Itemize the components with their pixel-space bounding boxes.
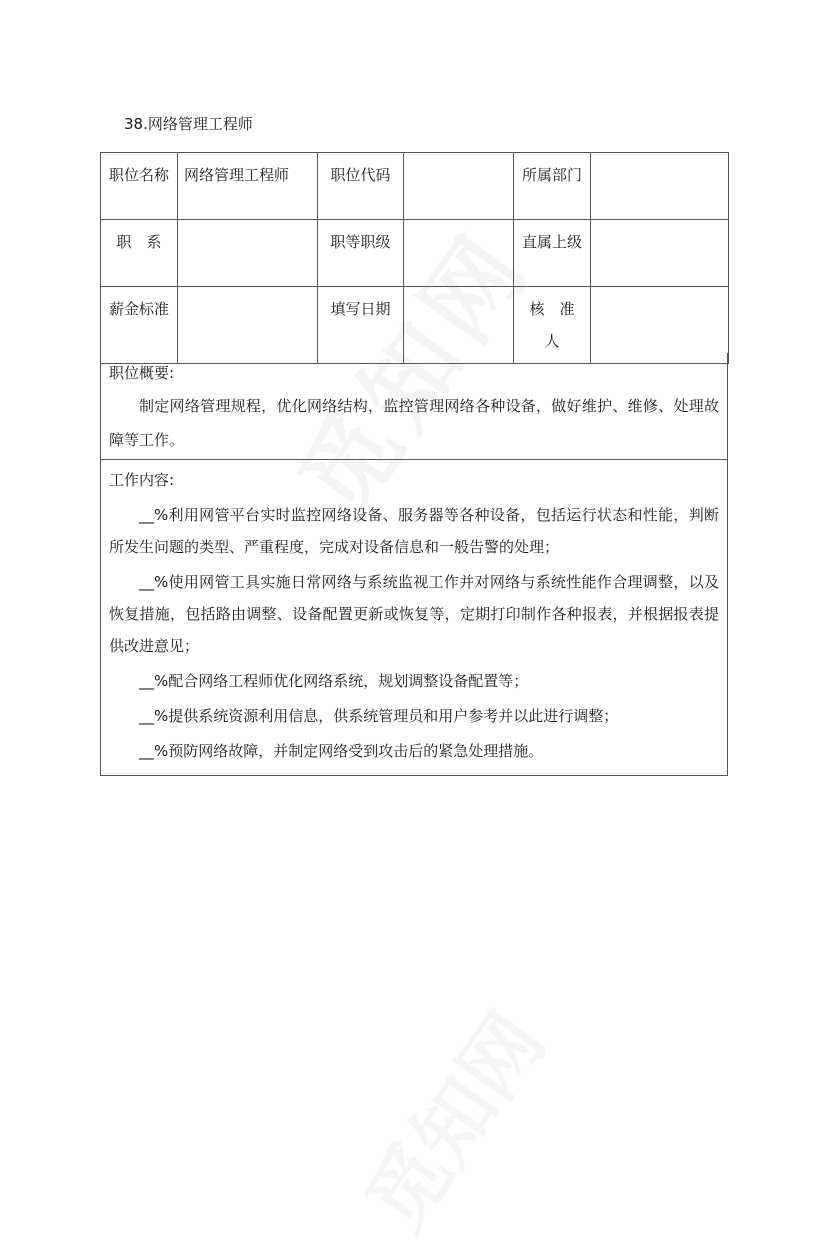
label-job-code: 职位代码 (318, 153, 404, 220)
value-job-family[interactable] (178, 220, 318, 287)
value-approver[interactable] (591, 287, 729, 364)
job-summary-section (100, 353, 728, 460)
value-fill-date[interactable] (404, 287, 514, 364)
table-row (101, 220, 729, 287)
label-department: 所属部门 (514, 153, 591, 220)
document-title: 38.网络管理工程师 (124, 115, 253, 133)
table-row (101, 153, 729, 220)
duty-item: __%利用网管平台实时监控网络设备、服务器等各种设备，包括运行状态和性能，判断所发生问题的类型、严重程度，完成对设备信息和一般告警的处理； (109, 506, 719, 556)
value-job-code[interactable] (404, 153, 514, 220)
value-grade-level[interactable] (404, 220, 514, 287)
label-job-family: 职 系 (101, 220, 178, 287)
work-content-heading: 工作内容: (109, 471, 175, 489)
label-fill-date: 填写日期 (318, 287, 404, 364)
duty-item: __%预防网络故障，并制定网络受到攻击后的紧急处理措施。 (139, 742, 544, 760)
job-info-table (100, 152, 729, 364)
label-direct-supervisor: 直属上级 (514, 220, 591, 287)
value-department[interactable] (591, 153, 729, 220)
label-grade-level: 职等职级 (318, 220, 404, 287)
label-approver: 核 准 人 (514, 287, 591, 364)
duty-item: __%使用网管工具实施日常网络与系统监视工作并对网络与系统性能作合理调整，以及恢复措施，包括路由调整、设备配置更新或恢复等，定期打印制作各种报表，并根据报表提供改进意见； (109, 573, 719, 655)
table-row (101, 287, 729, 364)
work-content-section (100, 459, 728, 776)
watermark-bottom (334, 986, 566, 1249)
label-job-title: 职位名称 (101, 153, 178, 220)
job-summary-heading: 职位概要: (109, 364, 175, 382)
job-summary-text: 制定网络管理规程，优化网络结构，监控管理网络各种设备，做好维护、维修、处理故障等工作。 (109, 397, 719, 449)
duty-item: __%配合网络工程师优化网络系统，规划调整设备配置等； (139, 672, 529, 690)
value-direct-supervisor[interactable] (591, 220, 729, 287)
label-salary-standard: 薪金标准 (101, 287, 178, 364)
duty-item: __%提供系统资源利用信息，供系统管理员和用户参考并以此进行调整； (139, 707, 619, 725)
value-job-title[interactable]: 网络管理工程师 (178, 153, 318, 220)
value-salary-standard[interactable] (178, 287, 318, 364)
